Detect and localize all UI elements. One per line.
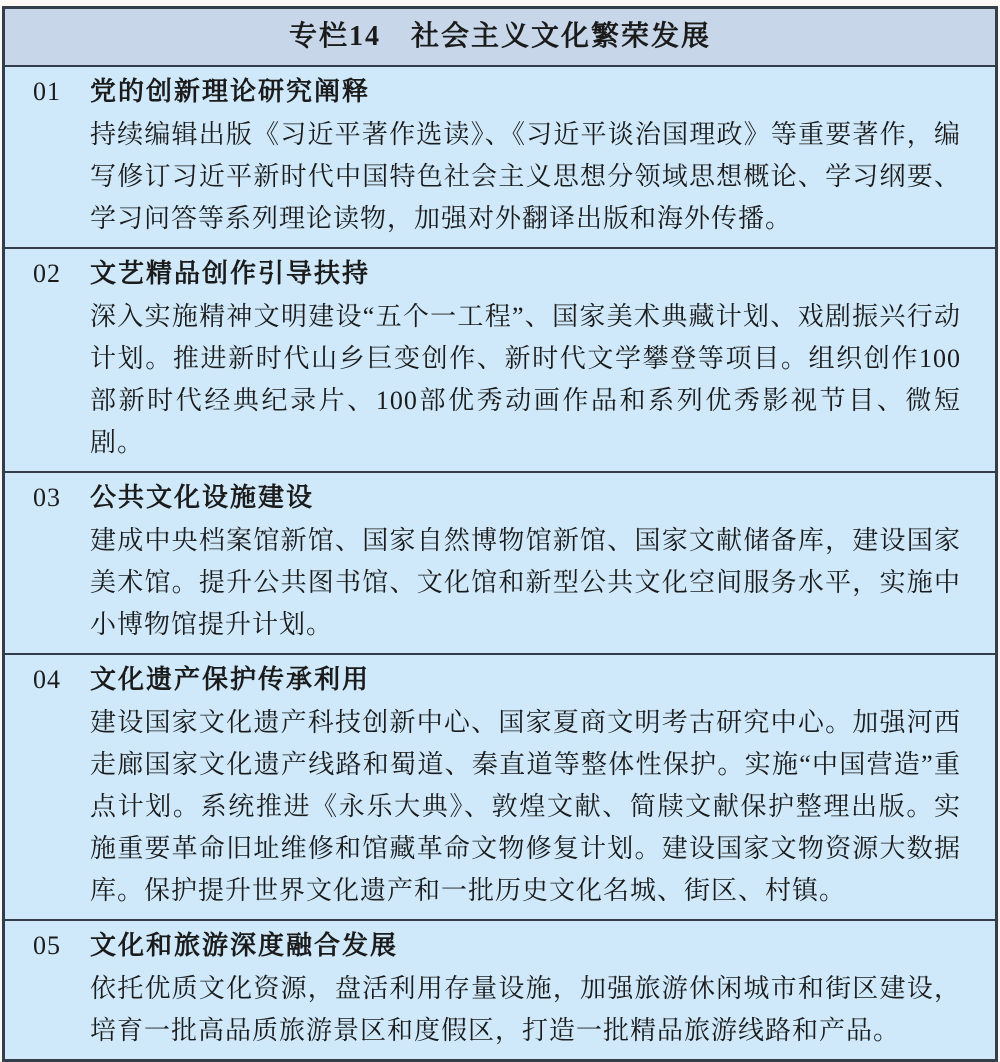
section-heading: 党的创新理论研究阐释 (90, 77, 371, 106)
section-heading: 文化遗产保护传承利用 (90, 665, 371, 694)
column-panel (2, 6, 998, 1062)
section-number: 05 (33, 931, 61, 960)
section-body: 建成中央档案馆新馆、国家自然博物馆新馆、国家文献储备库，建设国家美术馆。提升公共图书馆、文化馆和新型公共文化空间服务水平，实施中小博物馆提升计划。 (90, 526, 961, 639)
section-03 (5, 471, 995, 653)
section-number: 04 (33, 665, 61, 694)
section-heading: 文化和旅游深度融合发展 (90, 931, 399, 960)
section-number: 02 (33, 259, 61, 288)
section-02 (5, 247, 995, 471)
panel-header (5, 9, 995, 67)
section-number: 03 (33, 483, 61, 512)
section-body: 依托优质文化资源，盘活利用存量设施，加强旅游休闲城市和街区建设，培育一批高品质旅游景区和度假区，打造一批精品旅游线路和产品。 (90, 974, 961, 1045)
section-number: 01 (33, 77, 61, 106)
section-04 (5, 653, 995, 919)
section-heading: 公共文化设施建设 (90, 483, 315, 512)
section-heading: 文艺精品创作引导扶持 (90, 259, 371, 288)
section-01 (5, 67, 995, 247)
panel-title: 专栏14 社会主义文化繁荣发展 (288, 21, 711, 52)
section-body: 深入实施精神文明建设“五个一工程”、国家美术典藏计划、戏剧振兴行动计划。推进新时代山乡巨变创作、新时代文学攀登等项目。组织创作100部新时代经典纪录片、100部优秀动画作品和系列优秀影视节目、微短剧。 (90, 302, 961, 457)
section-body: 持续编辑出版《习近平著作选读》、《习近平谈治国理政》等重要著作，编写修订习近平新时代中国特色社会主义思想分领域思想概论、学习纲要、学习问答等系列理论读物，加强对外翻译出版和海外传播。 (90, 120, 961, 233)
section-body: 建设国家文化遗产科技创新中心、国家夏商文明考古研究中心。加强河西走廊国家文化遗产线路和蜀道、秦直道等整体性保护。实施“中国营造”重点计划。系统推进《永乐大典》、敦煌文献、简牍文献保护整理出版。实施重要革命旧址维修和馆藏革命文物修复计划。建设国家文物资源大数据库。保护提升世界文化遗产和一批历史文化名城、街区、村镇。 (90, 708, 961, 905)
section-05 (5, 919, 995, 1059)
